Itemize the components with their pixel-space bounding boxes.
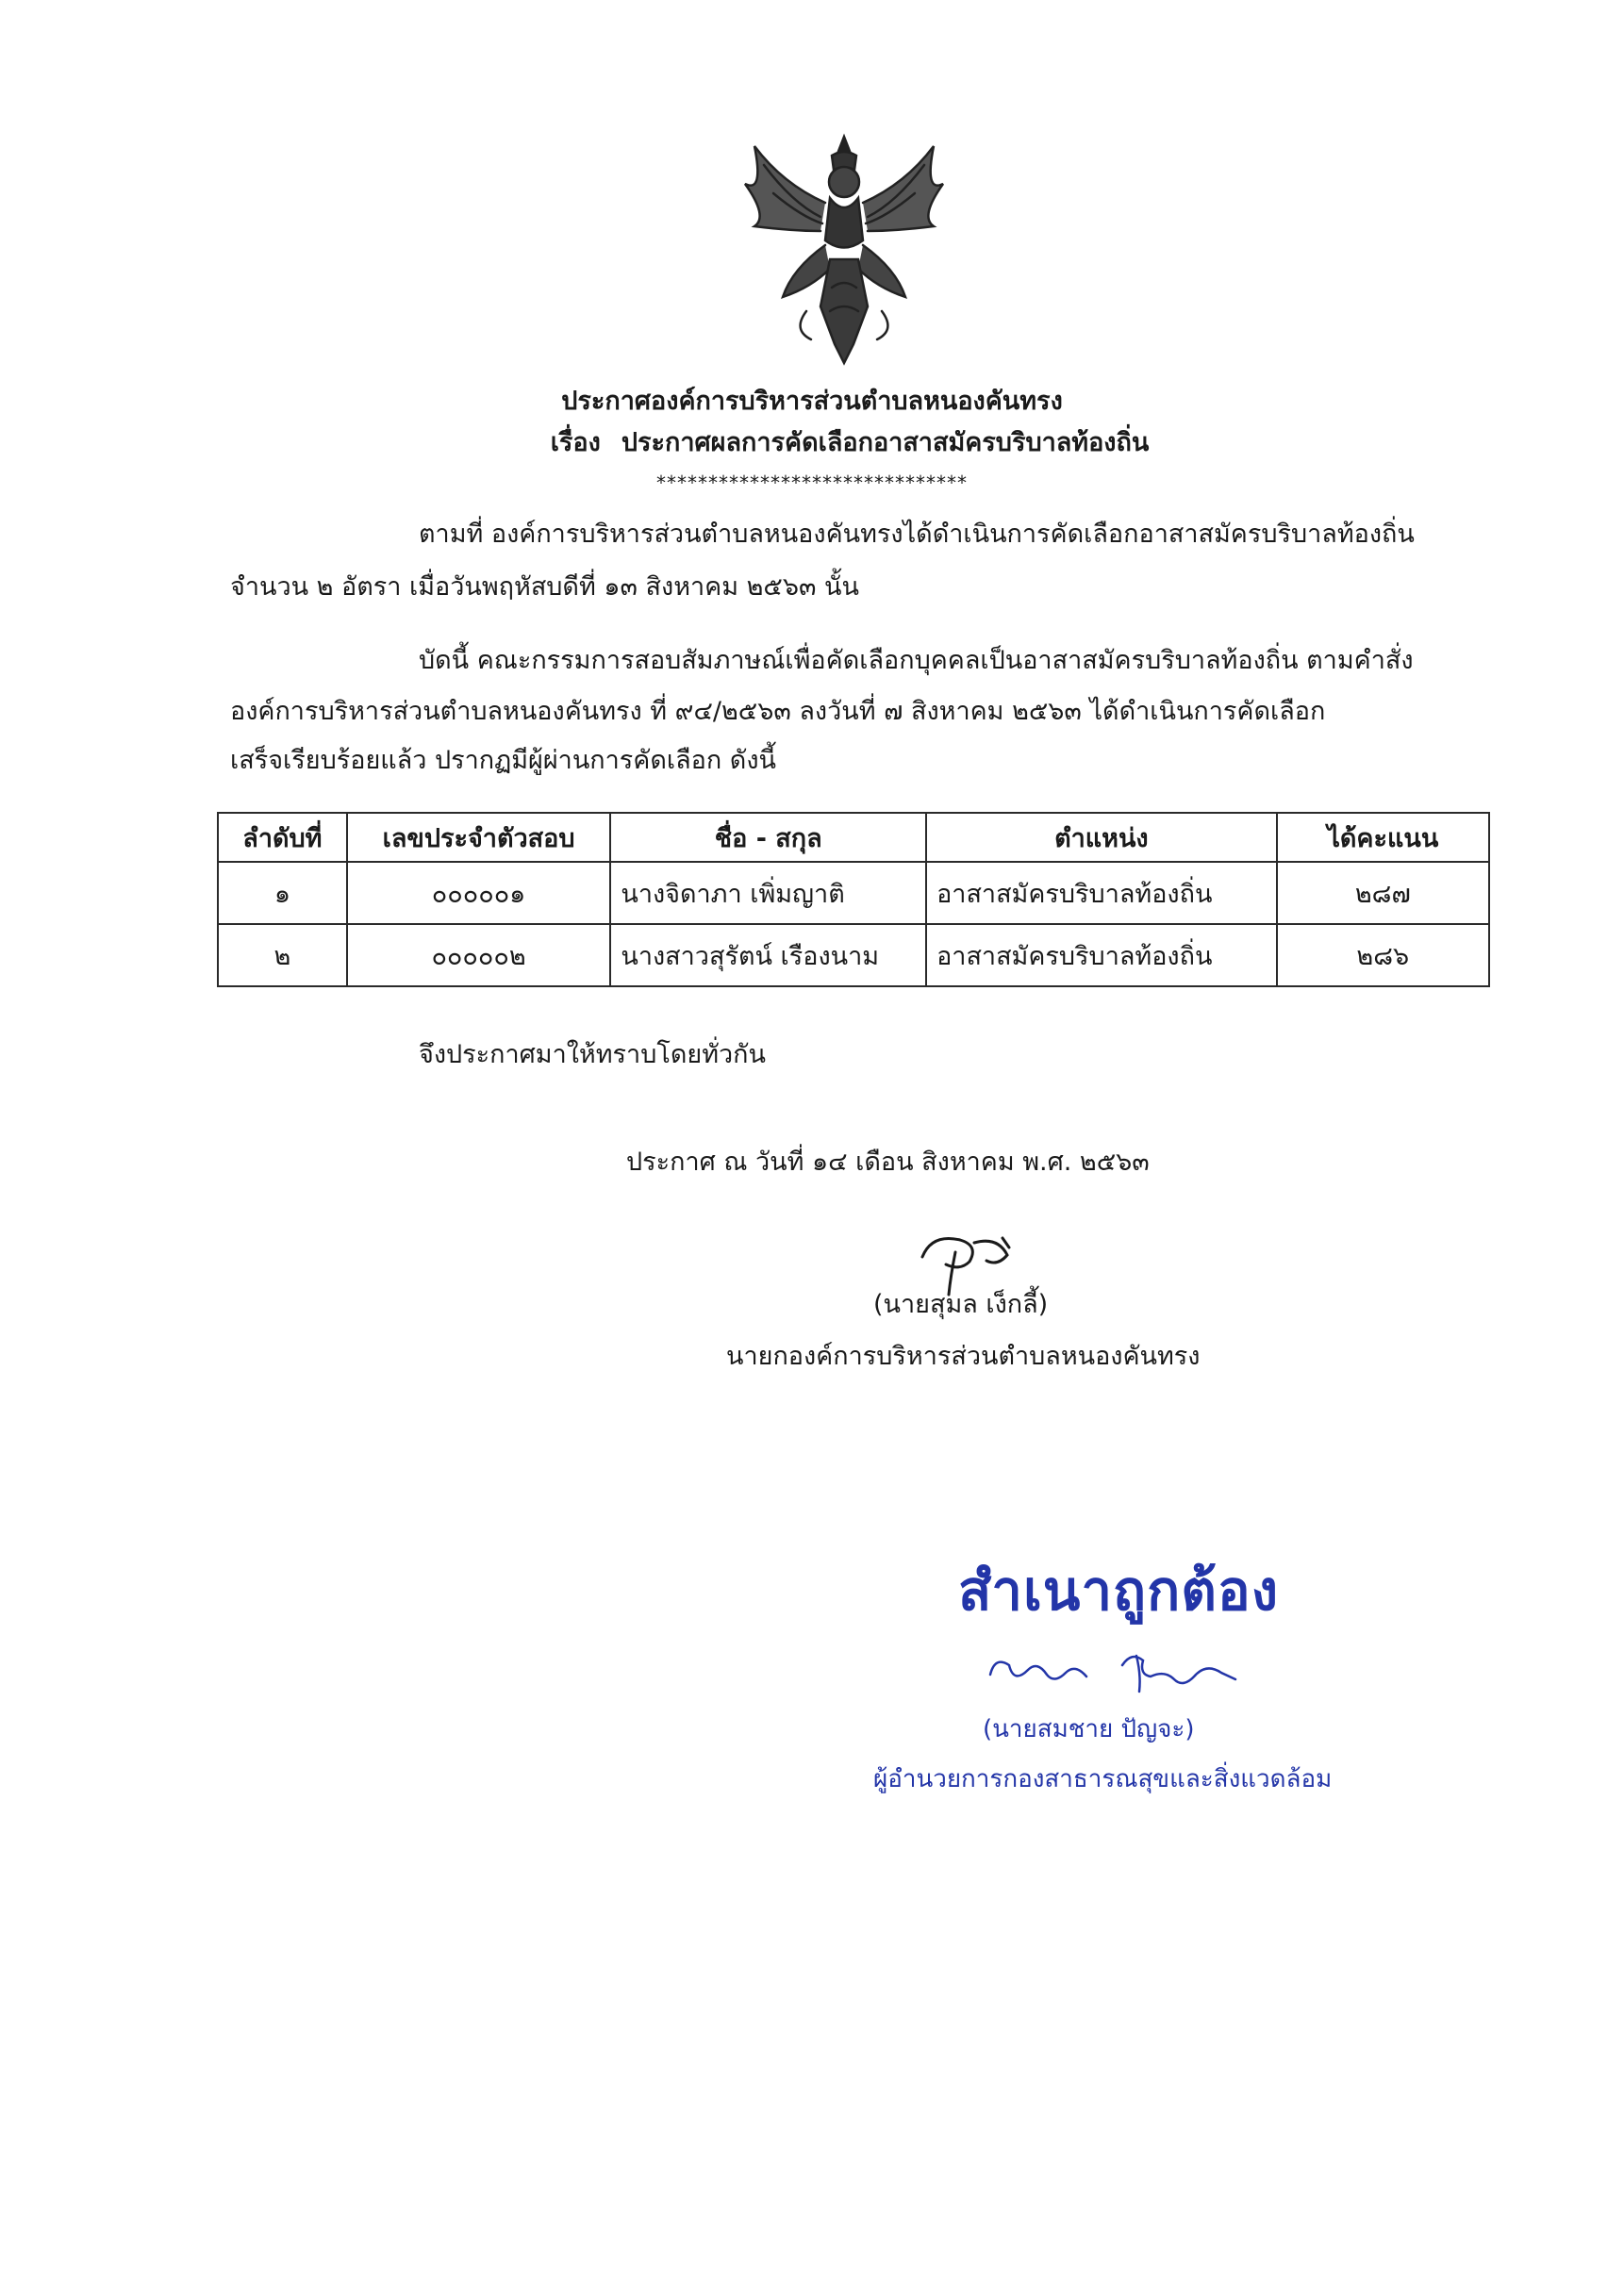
certifier-name: (นายสมชาย ปัญจะ) — [983, 1715, 1195, 1743]
signatory-position: นายกองค์การบริหารส่วนตำบลหนองคันทรง — [726, 1342, 1201, 1371]
table-header-row — [218, 813, 1489, 862]
closing-notice: จึงประกาศมาให้ทราบโดยทั่วกัน — [419, 1040, 766, 1069]
subject-text: ประกาศผลการคัดเลือกอาสาสมัครบริบาลท้องถิ่น — [621, 428, 1150, 457]
header-position: ตำแหน่ง — [926, 813, 1277, 862]
cell-score: ๒๘๗ — [1277, 862, 1489, 924]
header-order: ลำดับที่ — [218, 813, 347, 862]
results-table — [217, 812, 1490, 987]
announcement-date: ประกาศ ณ วันที่ ๑๔ เดือน สิงหาคม พ.ศ. ๒๕๖๓ — [626, 1148, 1150, 1177]
mayor-signature-icon — [903, 1229, 1036, 1297]
cell-name: นางสาวสุรัตน์ เรืองนาม — [610, 924, 926, 986]
cell-order: ๑ — [218, 862, 347, 924]
cell-position: อาสาสมัครบริบาลท้องถิ่น — [926, 862, 1277, 924]
cell-exam-id: ๐๐๐๐๐๑ — [347, 862, 611, 924]
paragraph-2-line-1: บัดนี้ คณะกรรมการสอบสัมภาษณ์เพื่อคัดเลือกบุคคลเป็นอาสาสมัครบริบาลท้องถิ่น ตามคำสั่ง — [419, 646, 1414, 675]
signatory-name: (นายสุมล เง็กลี้) — [873, 1290, 1049, 1319]
header-score: ได้คะแนน — [1277, 813, 1489, 862]
garuda-emblem-icon — [726, 127, 962, 372]
cell-name: นางจิดาภา เพิ่มญาติ — [610, 862, 926, 924]
paragraph-2-line-3: เสร็จเรียบร้อยแล้ว ปรากฏมีผู้ผ่านการคัดเลือก ดังนี้ — [230, 746, 776, 775]
cell-order: ๒ — [218, 924, 347, 986]
document-subject-line — [38, 421, 1624, 462]
paragraph-1-line-2: จำนวน ๒ อัตรา เมื่อวันพฤหัสบดีที่ ๑๓ สิงหาคม ๒๕๖๓ นั้น — [230, 572, 859, 602]
paragraph-2-line-2: องค์การบริหารส่วนตำบลหนองคันทรง ที่ ๙๔/๒๕๖๓ ลงวันที่ ๗ สิงหาคม ๒๕๖๓ ได้ดำเนินการคัดเลือก — [230, 697, 1326, 726]
subject-label: เรื่อง — [550, 428, 601, 457]
table-row — [218, 924, 1489, 986]
cell-position: อาสาสมัครบริบาลท้องถิ่น — [926, 924, 1277, 986]
cell-exam-id: ๐๐๐๐๐๒ — [347, 924, 611, 986]
cell-score: ๒๘๖ — [1277, 924, 1489, 986]
document-title: ประกาศองค์การบริหารส่วนตำบลหนองคันทรง — [561, 387, 1063, 416]
header-name: ชื่อ - สกุล — [610, 813, 926, 862]
separator-line: ****************************** — [656, 471, 968, 494]
certifier-signature-icon — [981, 1646, 1254, 1695]
header-exam-id: เลขประจำตัวสอบ — [347, 813, 611, 862]
table-row — [218, 862, 1489, 924]
certifier-position: ผู้อำนวยการกองสาธารณสุขและสิ่งแวดล้อม — [873, 1765, 1333, 1793]
certified-copy-stamp: สำเนาถูกต้อง — [958, 1559, 1280, 1623]
paragraph-1-line-1: ตามที่ องค์การบริหารส่วนตำบลหนองคันทรงได้ดำเนินการคัดเลือกอาสาสมัครบริบาลท้องถิ่น — [419, 520, 1415, 549]
